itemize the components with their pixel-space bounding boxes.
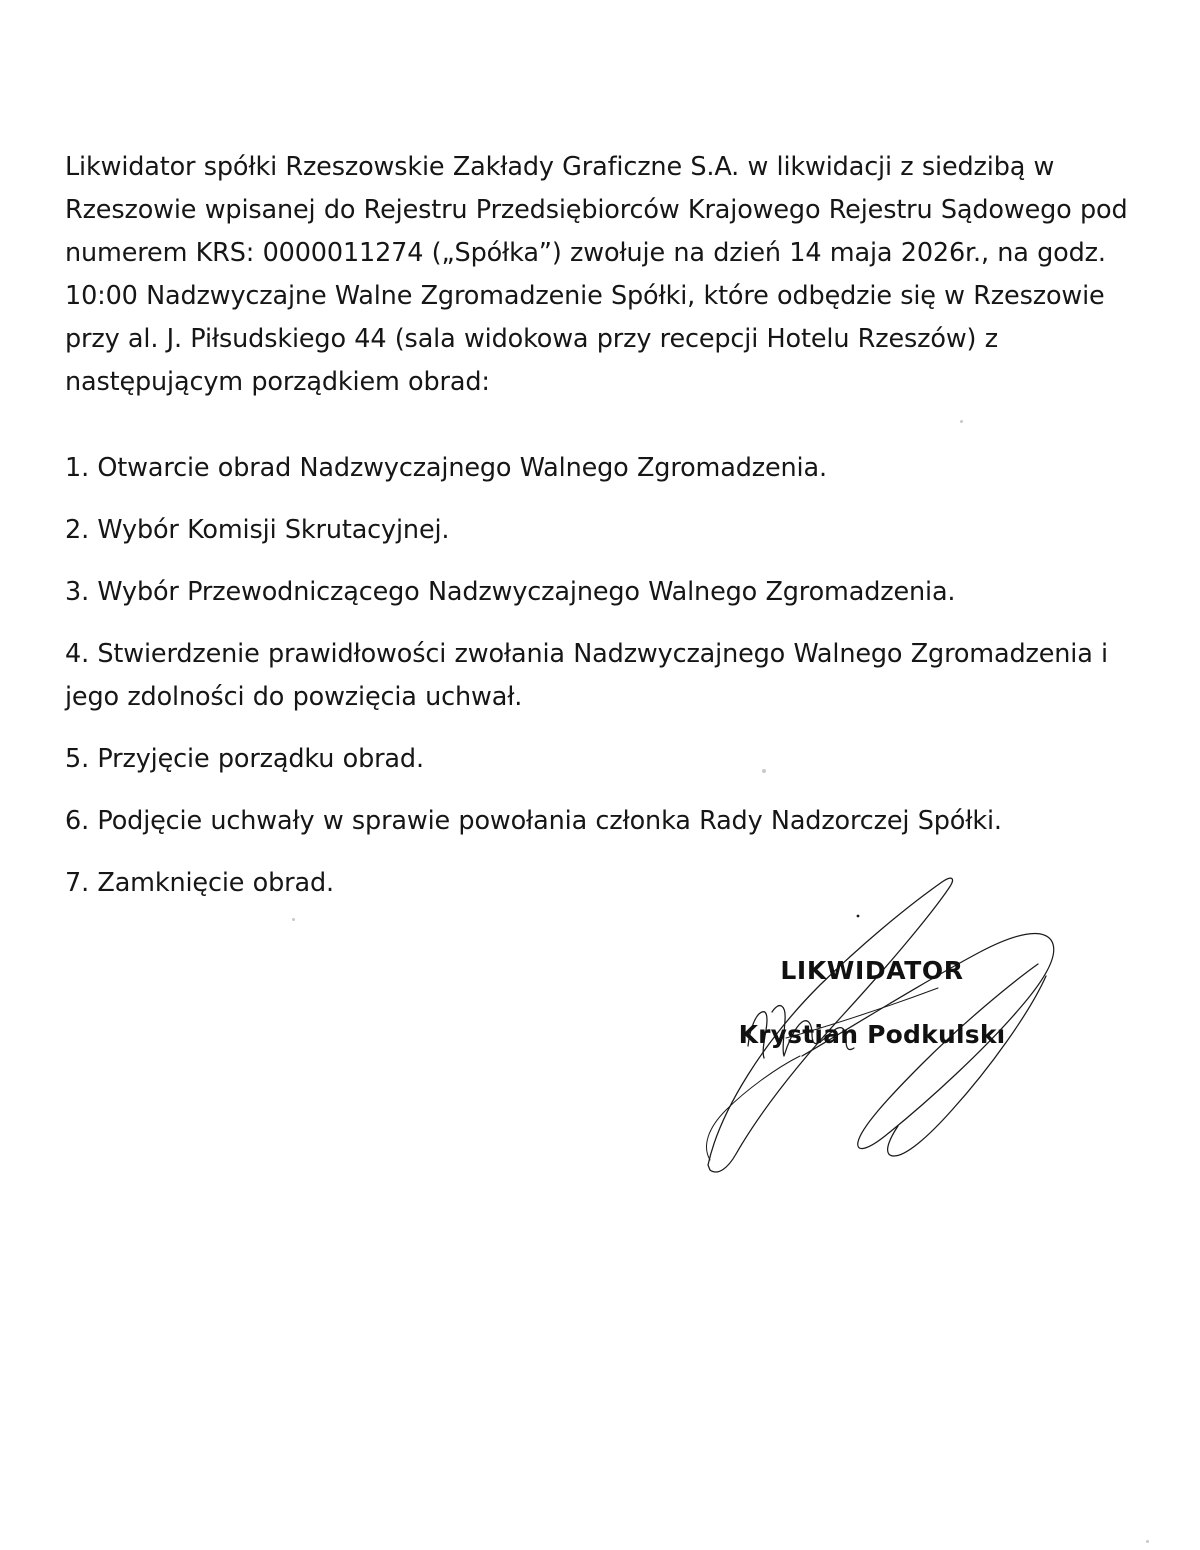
agenda-item-7: 7. Zamknięcie obrad. xyxy=(65,868,334,898)
agenda-item-4: 4. Stwierdzenie prawidłowości zwołania Nadzwyczajnego Walnego Zgromadzenia i jego zdolności do powzięcia uchwał. xyxy=(65,639,1108,712)
signature-block xyxy=(690,860,1070,1190)
agenda-item-5: 5. Przyjęcie porządku obrad. xyxy=(65,744,424,774)
agenda-item-1: 1. Otwarcie obrad Nadzwyczajnego Walnego Zgromadzenia. xyxy=(65,453,827,483)
agenda-item-6: 6. Podjęcie uchwały w sprawie powołania członka Rady Nadzorczej Spółki. xyxy=(65,806,1002,836)
agenda-item-3: 3. Wybór Przewodniczącego Nadzwyczajnego Walnego Zgromadzenia. xyxy=(65,577,956,607)
intro-paragraph: Likwidator spółki Rzeszowskie Zakłady Graficzne S.A. w likwidacji z siedzibą w Rzeszowie wpisanej do Rejestru Przedsiębiorców Krajowego Rejestru Sądowego pod numerem KRS: 0000011274 („Spółka”) zwołuje na dzień 14 maja 2026r., na godz. 10:00 Nadzwyczajne Walne Zgromadzenie Spółki, które odbędzie się w Rzeszowie przy al. J. Piłsudskiego 44 (sala widokowa przy recepcji Hotelu Rzeszów) z następującym porządkiem obrad: xyxy=(65,152,1128,397)
scan-speck xyxy=(960,420,963,423)
agenda-list xyxy=(65,447,1165,905)
signature-role-label: LIKWIDATOR xyxy=(780,956,964,985)
scan-speck xyxy=(292,918,295,921)
scan-speck xyxy=(762,769,766,773)
signature-name-label: Krystian Podkulskı xyxy=(738,1020,1006,1049)
agenda-item-2: 2. Wybór Komisji Skrutacyjnej. xyxy=(65,515,450,545)
document-body xyxy=(65,146,1165,905)
scan-speck xyxy=(1146,1540,1149,1543)
